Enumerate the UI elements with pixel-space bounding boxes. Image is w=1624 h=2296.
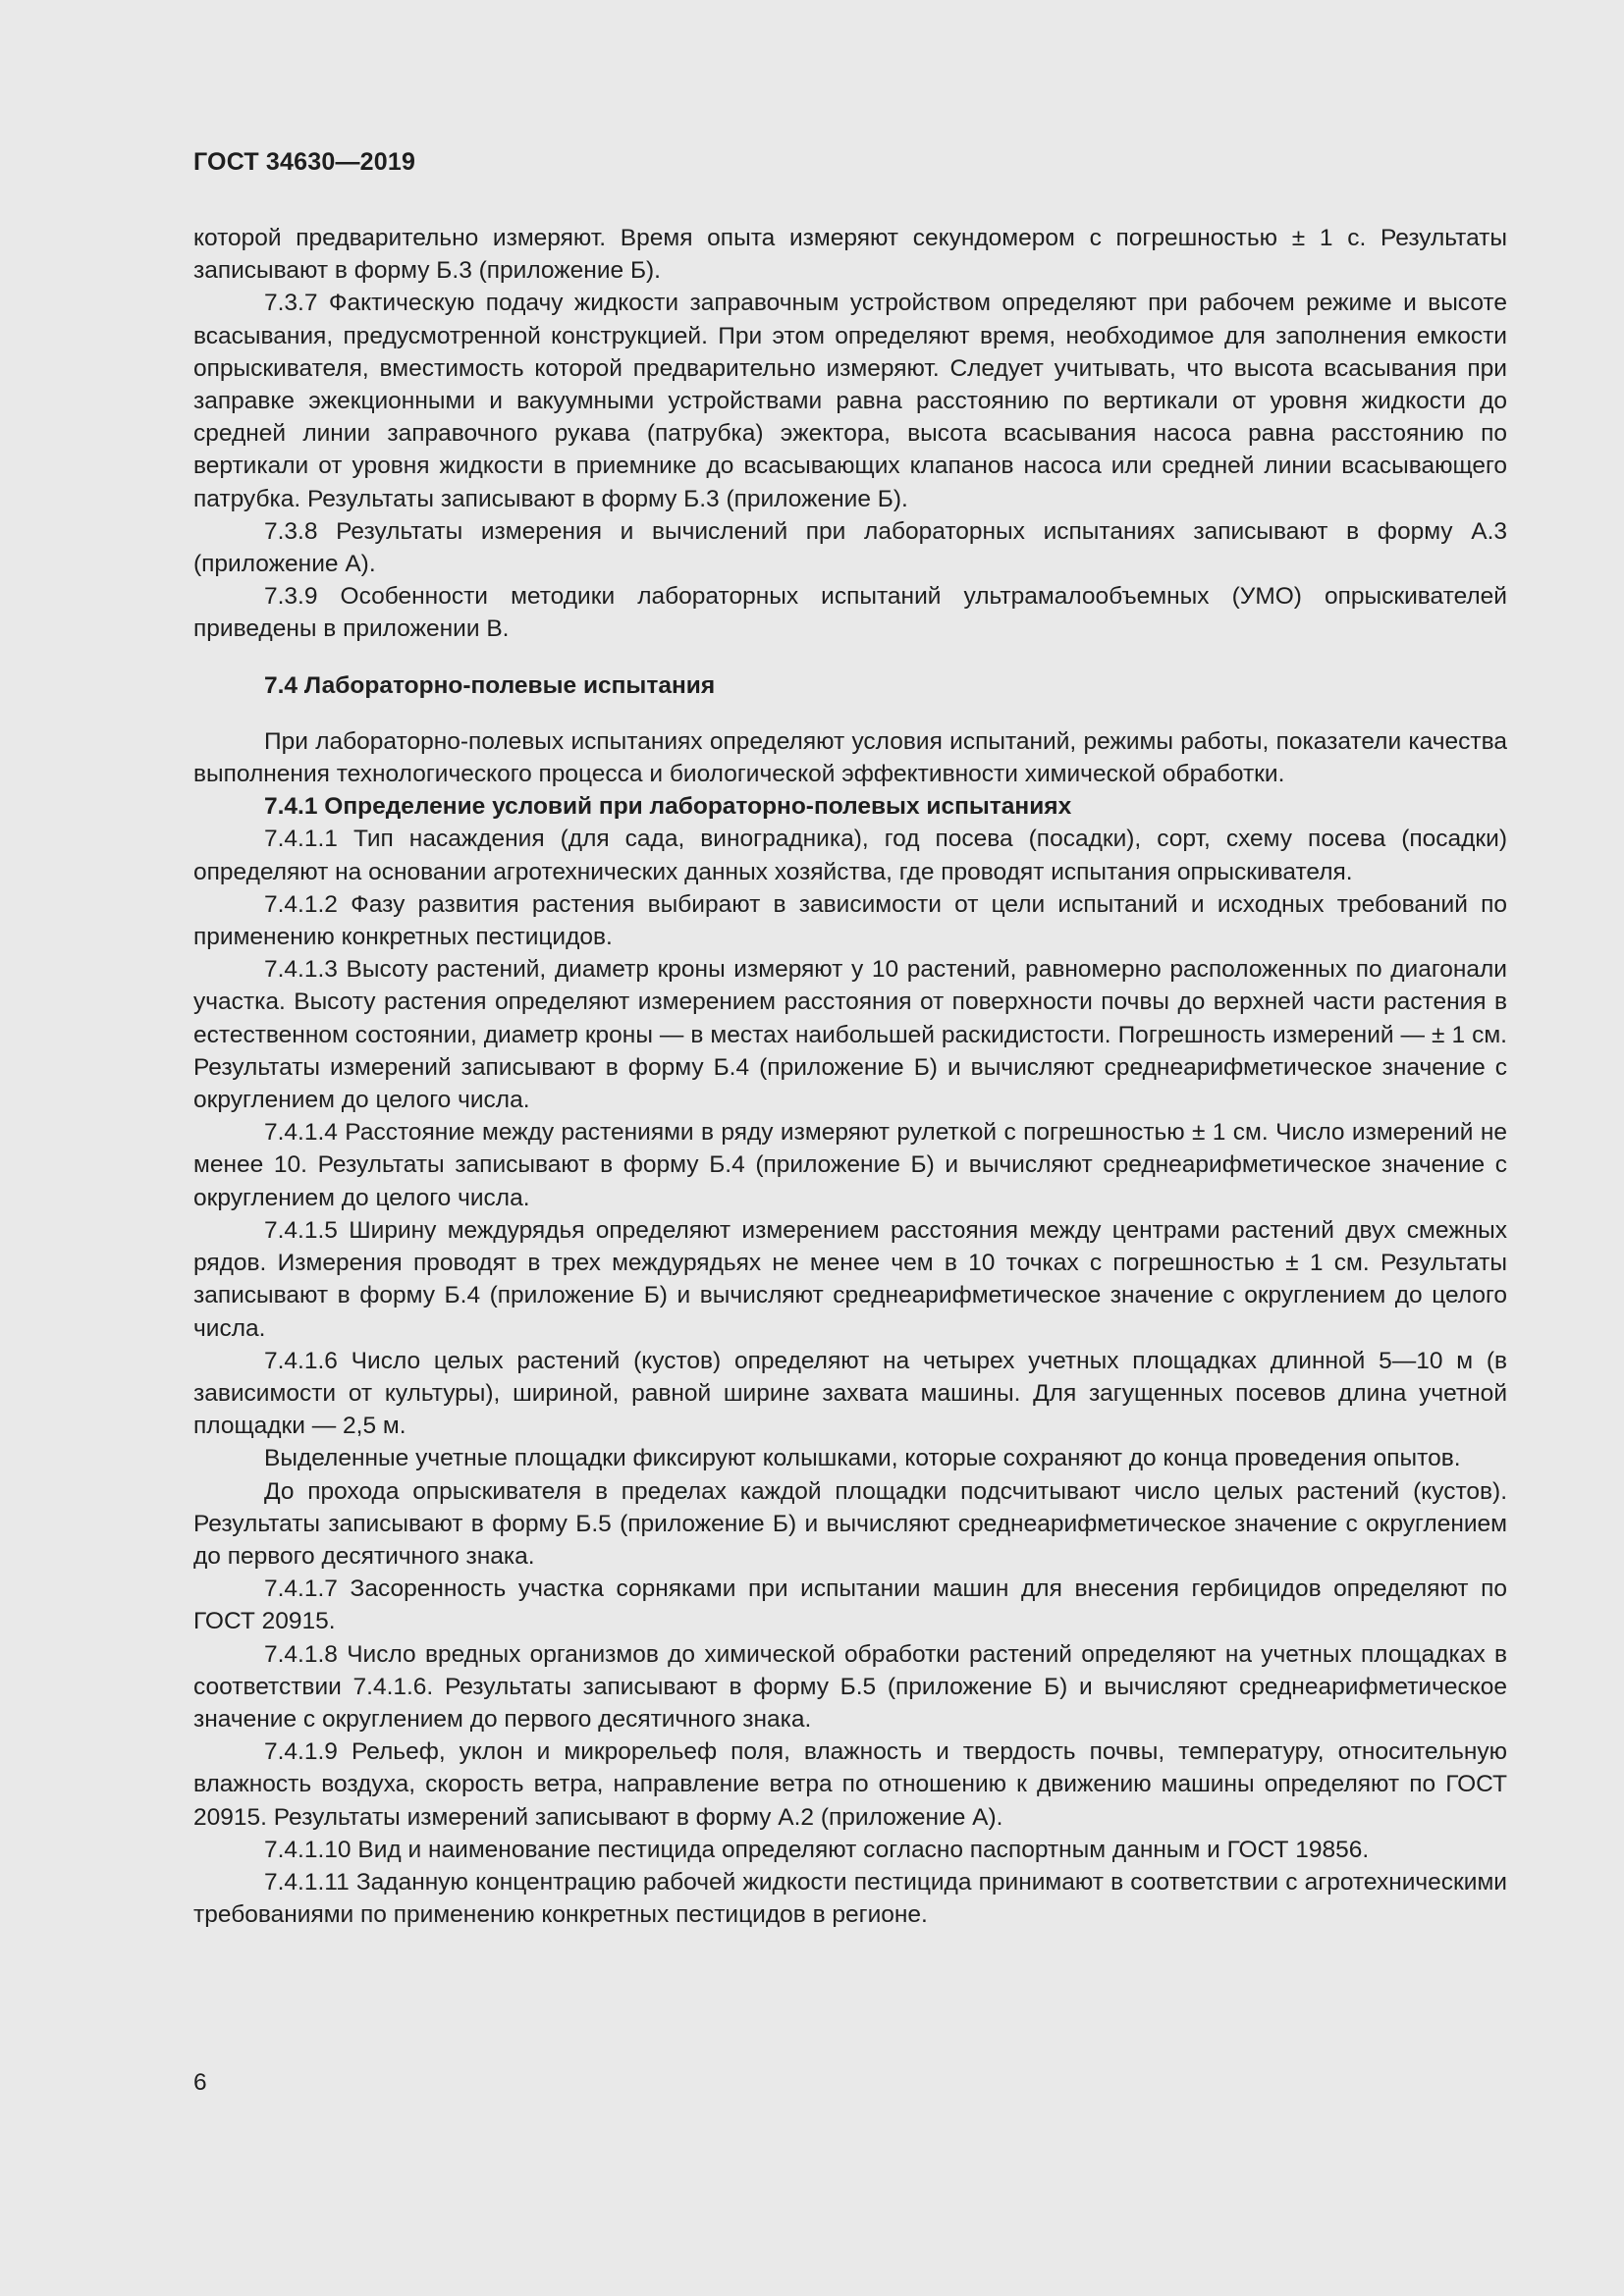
paragraph-7-4-1-4: 7.4.1.4 Расстояние между растениями в ряду измеряют рулеткой с погрешностью ± 1 см. Число измерений не менее 10. Результаты записывают в форму Б.4 (приложение Б) и вычисляют среднеарифметическое значение с округлением до целого числа.	[193, 1119, 1507, 1211]
subsection-heading-7-4-1: 7.4.1 Определение условий при лабораторно-полевых испытаниях	[264, 793, 1072, 821]
paragraph-7-4-1-10: 7.4.1.10 Вид и наименование пестицида определяют согласно паспортным данным и ГОСТ 19856.	[264, 1836, 1370, 1863]
paragraph-continuation: которой предварительно измеряют. Время опыта измеряют секундомером с погрешностью ± 1 с. Результаты записывают в форму Б.3 (приложение Б).	[193, 225, 1507, 285]
page-number: 6	[193, 2069, 207, 2096]
paragraph-7-4-1-1: 7.4.1.1 Тип насаждения (для сада, виноградника), год посева (посадки), сорт, схему посева (посадки) определяют на основании агротехнических данных хозяйства, где проводят испытания опрыскивателя.	[193, 826, 1507, 885]
paragraph-7-4-1-7: 7.4.1.7 Засоренность участка сорняками при испытании машин для внесения гербицидов определяют по ГОСТ 20915.	[193, 1575, 1507, 1635]
paragraph-7-4-1-2: 7.4.1.2 Фазу развития растения выбирают в зависимости от цели испытаний и исходных требований по применению конкретных пестицидов.	[193, 890, 1507, 951]
paragraph-7-3-8: 7.3.8 Результаты измерения и вычислений при лабораторных испытаниях записывают в форму А.3 (приложение А).	[193, 517, 1507, 578]
page-content	[193, 222, 1507, 1931]
paragraph-7-4-1-11: 7.4.1.11 Заданную концентрацию рабочей жидкости пестицида принимают в соответствии с агротехническими требованиями по применению конкретных пестицидов в регионе.	[193, 1868, 1507, 1929]
paragraph-7-4-1-3: 7.4.1.3 Высоту растений, диаметр кроны измеряют у 10 растений, равномерно расположенных по диагонали участка. Высоту растения определяют измерением расстояния от поверхности почвы до верхней части растения в естественном состоянии, диаметр кроны — в местах наибольшей раскидистости. Погрешность измерений — ± 1 см. Результаты измерений записывают в форму Б.4 (приложение Б) и вычисляют среднеарифметическое значение с округлением до целого числа.	[193, 956, 1507, 1114]
paragraph-plots-marking: Выделенные учетные площадки фиксируют колышками, которые сохраняют до конца проведения опытов.	[264, 1445, 1461, 1472]
paragraph-7-4-intro: При лабораторно-полевых испытаниях определяют условия испытаний, режимы работы, показатели качества выполнения технологического процесса и биологической эффективности химической обработки.	[193, 727, 1507, 788]
paragraph-7-3-7: 7.3.7 Фактическую подачу жидкости заправочным устройством определяют при рабочем режиме и высоте всасывания, предусмотренной конструкцией. При этом определяют время, необходимое для заполнения емкости опрыскивателя, вместимость которой предварительно измеряют. Следует учитывать, что высота всасывания при заправке эжекционными и вакуумными устройствами равна расстоянию по вертикали от уровня жидкости до средней линии заправочного рукава (патрубка) эжектора, высота всасывания насоса равна расстоянию по вертикали от уровня жидкости в приемнике до всасывающих клапанов насоса или средней линии всасывающего патрубка. Результаты записывают в форму Б.3 (приложение Б).	[193, 290, 1507, 512]
paragraph-7-4-1-6: 7.4.1.6 Число целых растений (кустов) определяют на четырех учетных площадках длинной 5—10 м (в зависимости от культуры), шириной, равной ширине захвата машины. Для загущенных посевов длина учетной площадки — 2,5 м.	[193, 1347, 1507, 1440]
paragraph-7-4-1-9: 7.4.1.9 Рельеф, уклон и микрорельеф поля, влажность и твердость почвы, температуру, относительную влажность воздуха, скорость ветра, направление ветра по отношению к движению машины определяют по ГОСТ 20915. Результаты измерений записывают в форму А.2 (приложение А).	[193, 1738, 1507, 1831]
document-header: ГОСТ 34630—2019	[193, 148, 416, 176]
paragraph-7-3-9: 7.3.9 Особенности методики лабораторных испытаний ультрамалообъемных (УМО) опрыскивателей приведены в приложении В.	[193, 583, 1507, 643]
section-heading-7-4: 7.4 Лабораторно-полевые испытания	[264, 671, 716, 699]
paragraph-7-4-1-5: 7.4.1.5 Ширину междурядья определяют измерением расстояния между центрами растений двух смежных рядов. Измерения проводят в трех междурядьях не менее чем в 10 точках с погрешностью ± 1 см. Результаты записывают в форму Б.4 (приложение Б) и вычисляют среднеарифметическое значение с округлением до целого числа.	[193, 1216, 1507, 1342]
paragraph-plant-count: До прохода опрыскивателя в пределах каждой площадки подсчитывают число целых растений (кустов). Результаты записывают в форму Б.5 (приложение Б) и вычисляют среднеарифметическое значение с округлением до первого десятичного знака.	[193, 1477, 1507, 1570]
paragraph-7-4-1-8: 7.4.1.8 Число вредных организмов до химической обработки растений определяют на учетных площадках в соответствии 7.4.1.6. Результаты записывают в форму Б.5 (приложение Б) и вычисляют среднеарифметическое значение с округлением до первого десятичного знака.	[193, 1640, 1507, 1733]
